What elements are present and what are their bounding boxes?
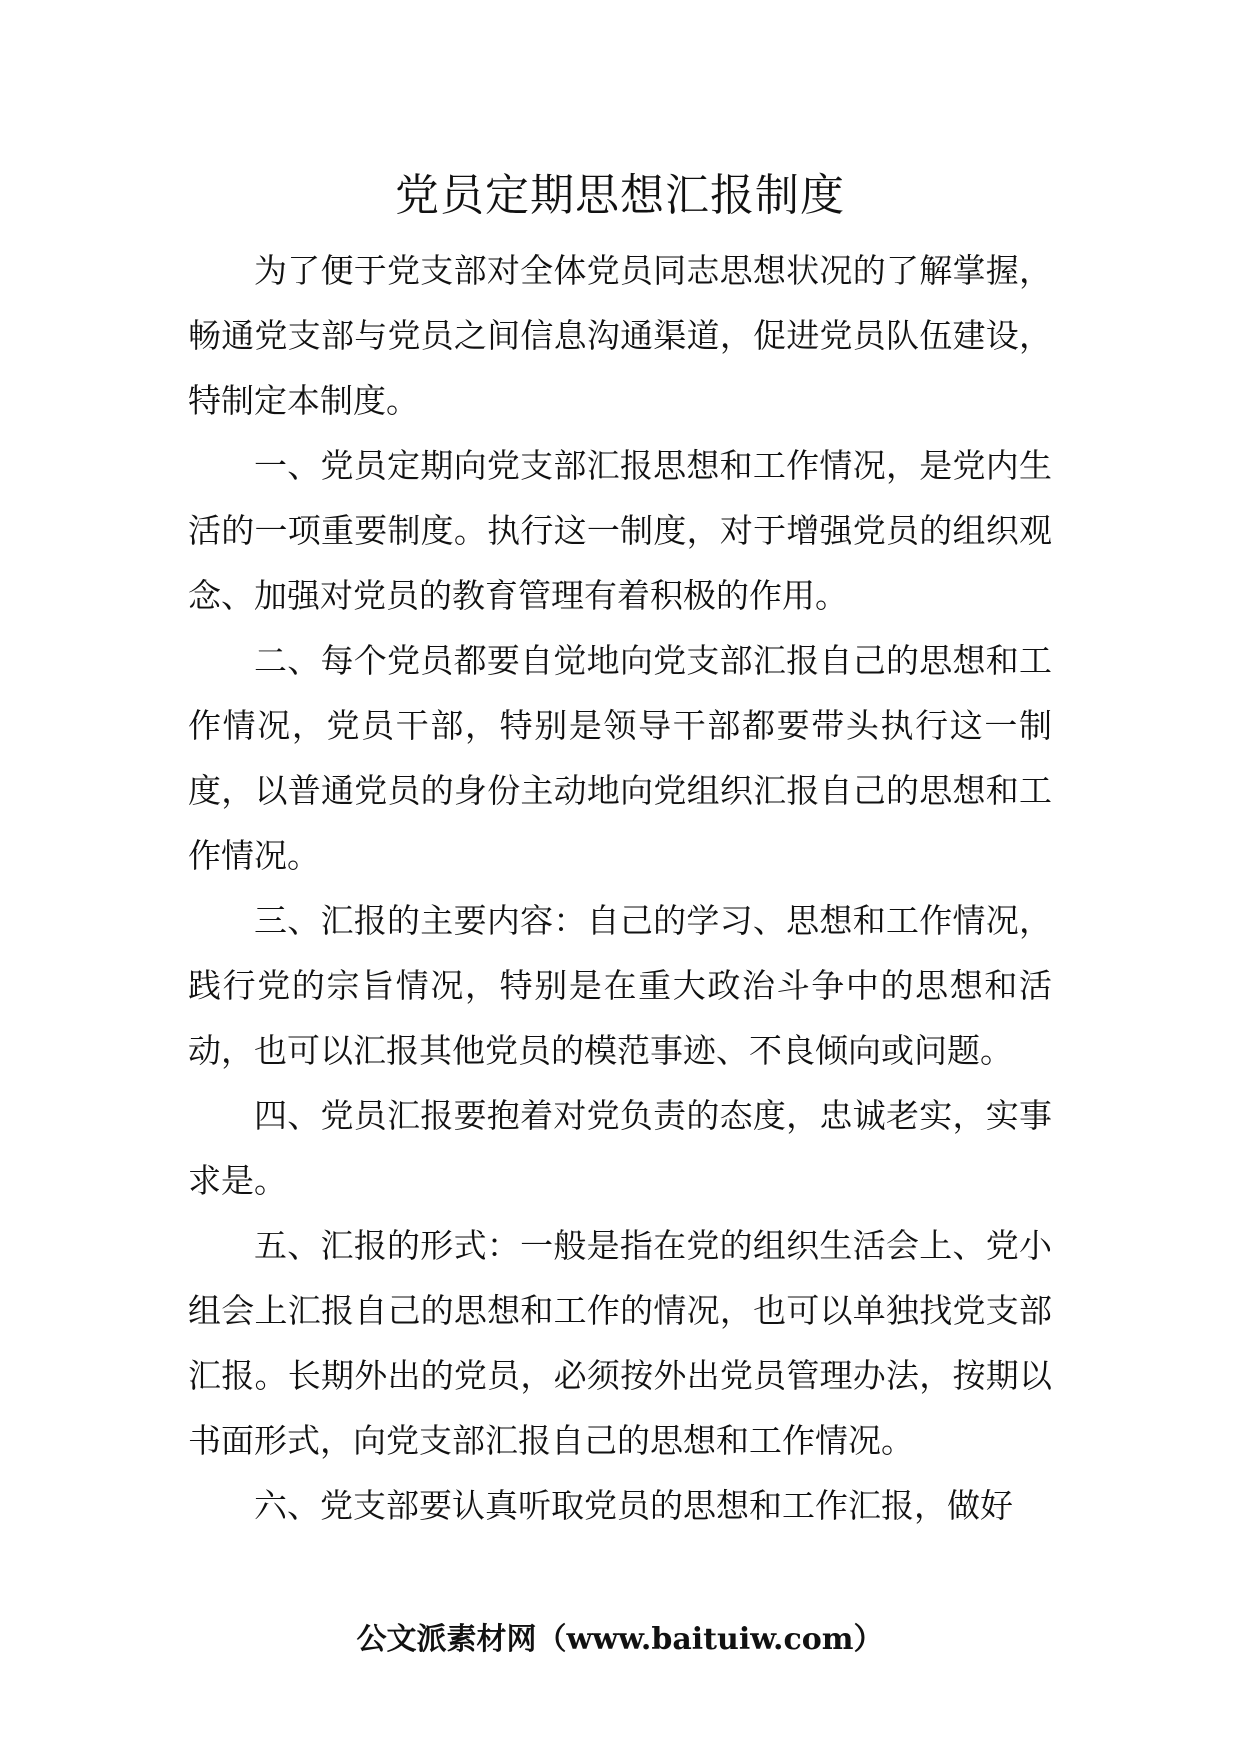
paragraph-item-6: 六、党支部要认真听取党员的思想和工作汇报，做好 [254, 1486, 1013, 1525]
paragraph-item-2: 二、每个党员都要自觉地向党支部汇报自己的思想和工作情况，党员干部，特别是领导干部都要带头执行这一制度，以普通党员的身份主动地向党组织汇报自己的思想和工作情况。 [188, 641, 1052, 875]
page-footer: 公文派素材网（www.baituiw.com） [356, 1622, 884, 1657]
paragraph-item-5: 五、汇报的形式：一般是指在党的组织生活会上、党小组会上汇报自己的思想和工作的情况，也可以单独找党支部汇报。长期外出的党员，必须按外出党员管理办法，按期以书面形式，向党支部汇报自己的思想和工作情况。 [188, 1226, 1052, 1460]
paragraph-item-3: 三、汇报的主要内容：自己的学习、思想和工作情况，践行党的宗旨情况，特别是在重大政治斗争中的思想和活动，也可以汇报其他党员的模范事迹、不良倾向或问题。 [188, 901, 1052, 1070]
document-body [188, 238, 1052, 1538]
paragraph-intro: 为了便于党支部对全体党员同志思想状况的了解掌握，畅通党支部与党员之间信息沟通渠道，促进党员队伍建设，特制定本制度。 [188, 251, 1052, 420]
paragraph-item-1: 一、党员定期向党支部汇报思想和工作情况，是党内生活的一项重要制度。执行这一制度，对于增强党员的组织观念、加强对党员的教育管理有着积极的作用。 [188, 446, 1052, 615]
paragraph-item-4: 四、党员汇报要抱着对党负责的态度，忠诚老实，实事求是。 [188, 1096, 1052, 1200]
document-title: 党员定期思想汇报制度 [395, 170, 845, 221]
